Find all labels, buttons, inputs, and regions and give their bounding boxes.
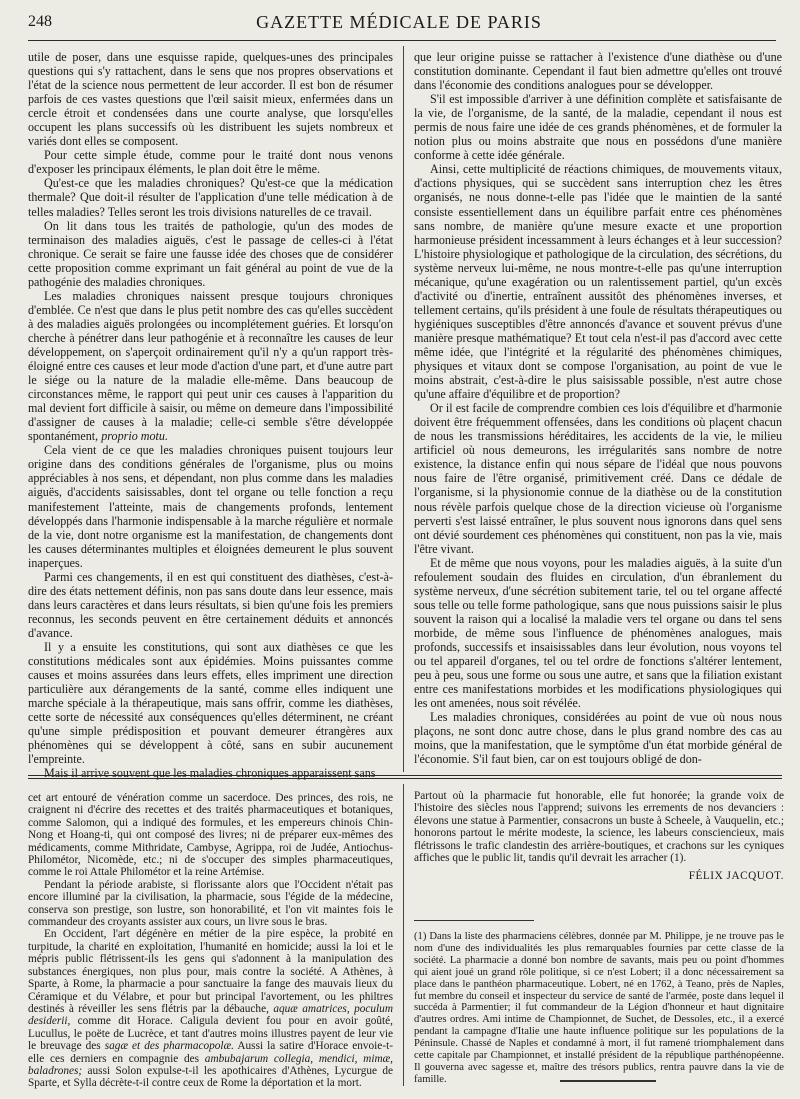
paragraph: Qu'est-ce que les maladies chroniques? Qu'est-ce que la médication thermale? Que doit-il résulter de l'application d'une telle médication à de telles maladies? Telles seront les trois divisions naturelles de ce travail. [28, 176, 393, 219]
column-divider [403, 784, 404, 1086]
journal-title: GAZETTE MÉDICALE DE PARIS [256, 11, 542, 32]
article-column-left [28, 50, 393, 781]
paragraph: que leur origine puisse se rattacher à l'existence d'une diathèse ou d'une constitution dominante. Cependant il faut bien admettre qu'elles ont trouvé dans l'économie des conditions analogues pour se développer. [414, 50, 782, 93]
paragraph: cet art entouré de vénération comme un sacerdoce. Des princes, des rois, ne craignent ni d'écrire des recettes et des traités pharmaceutiques et botaniques, comme Salomon, qui a indiqué des formules, et les empereurs chinois Chin-Nong et Hoang-ti, qui ont composé des livres; ni de préparer eux-mêmes des médicaments, comme Mithridate, Cambyse, Agrippa, roi de Judée, Antiochus-Philométor, Nicomède, etc.; ni de s'occuper des simples pharmaceutiques, comme le roi Attale Philométor et la reine Artémise. [28, 792, 393, 879]
paragraph [28, 928, 393, 1089]
paragraph: Et de même que nous voyons, pour les maladies aiguës, à la suite d'un refoulement soudain des fluides en circulation, d'un ébranlement du système nerveux, d'une sécrétion subitement tarie, tel ou tel organe affecté sous telle ou telle forme pathologique, sans que nous puissions saisir le plus souvent la raison qui a localisé la maladie vers tel organe ou dans tel sens morbide, de même sous l'influence de phénomènes analogues, mais profonds, successifs et insaisissables dans leur évolution, nous voyons tel ou tel appareil d'organes, tel ou tel ordre de fonctions s'altérer lentement, peu à peu, sous une forme ou sous une autre, et sans que la filiation existant entre ces manifestations morbides et les modifications physiologiques qui les ont amenées, nous soit révélée. [414, 555, 782, 711]
article-column-right [414, 50, 782, 770]
paragraph [28, 289, 393, 444]
paragraph: On lit dans tous les traités de pathologie, qu'un des modes de terminaison des maladies aiguës, c'est le passage de celles-ci à l'état chronique. Ce serait se faire une fausse idée des choses que de considérer cette proposition comme exprimant un fait général au point de vue de la pathogénie des maladies chroniques. [28, 218, 393, 289]
paragraph: Or il est facile de comprendre combien ces lois d'équilibre et d'harmonie doivent être fréquemment offensées, dans les conditions où plaçent chacun de nous les transmissions héréditaires, les accidents de la vie, le milieu artificiel où nous demeurons, les irrégularités sans nombre de notre existence, la distance enfin qui nous sépare de l'idéal que nous pouvons nous faire de l'être organisé, primitivement créé. Dans ce dédale de l'organisme, si la physionomie connue de la diathèse ou de la constitution nous révèle parfois quelque chose de la direction vicieuse où l'organisme perverti s'est laissé entraîner, le plus souvent nous ignorons dans quel sens ont dévié sourdement ces phénomènes qui constituent, non pas la vie, mais l'être vivant. [414, 401, 782, 556]
feuilleton-column-right [414, 790, 784, 920]
paragraph: Ainsi, cette multiplicité de réactions chimiques, de mouvements vitaux, d'actions physiques, qui se succèdent sans interruption chez les êtres organisés, ne nous donne-t-elle pas l'idée que le maintien de la santé consiste essentiellement dans un équilibre parfait entre ces phénomènes sans nombre, de manière qu'une mesure exacte et une proportion harmonieuse président incessamment à leurs échanges et à leur succession? L'histoire physiologique et pathologique de la circulation, des sécrétions, du système nerveux lui-même, ne nous montre-t-elle pas qu'une interruption mécanique, qu'une exagération ou un ralentissement partiel, qu'un excès d'activité ou d'inertie, entraînent aussitôt des phénomènes inverses, et tellement certains, qu'ils président à une foule de résultats thérapeutiques ou hygiéniques susceptibles d'être annoncés d'avance et souvent prévus d'une manière presque mathématique? Et tout cela n'est-il pas d'accord avec cette même idée, que l'intégrité et la régularité des phénomènes chimiques, physiques et vitaux dont se compose l'organisation, au point de vue le moins abstrait, c'est-à-dire le plus saisissable possible, n'est autre chose qu'une affaire d'équilibre et de proportion? [414, 162, 782, 402]
paragraph: Partout où la pharmacie fut honorable, elle fut honorée; la grande voix de l'histoire des siècles nous l'apprend; suivons les errements de nos devanciers : élevons une statue à Parmentier, consacrons un buste à Scheele, à Vauquelin, etc.; honorons partout le mérite modeste, la science, les labeurs consciencieux, mais flétrissons le trafic clandestin des arrière-boutiques, et crachons sur les cyniques affiches que le public lit, tandis qu'il devrait les arracher (1). [414, 790, 784, 865]
page-number: 248 [28, 13, 52, 30]
paragraph: Mais il arrive souvent que les maladies chroniques apparaissent sans [44, 766, 376, 781]
section-rule-thin [28, 778, 782, 779]
paragraph: Pendant la période arabiste, si florissante alors que l'Occident n'était pas encore illuminé par la civilisation, la pharmacie, sous l'égide de la médecine, conserva son prestige, son lustre, son honorabilité, et l'on vit maintes fois le commandeur des croyants assister aux cours, un livre sous le bras. [28, 878, 393, 929]
end-rule [560, 1080, 656, 1082]
latin-phrase: proprio motu. [101, 429, 168, 444]
paragraph: utile de poser, dans une esquisse rapide, quelques-unes des principales questions qui s'y rattachent, dans le sens que nos propres observations et l'état de la science nous permettent de leur accorder. Il est bon de résumer parfois de ces vastes questions que l'œil saisit mieux, enfermées dans un cercle étroit et condensées dans une courte analyse, que lorsqu'elles occupent les plans successifs où les distribuent les sujets nombreux et variés dont elles se composent. [28, 50, 393, 149]
paragraph-text: Aussi la satire d'Horace envoie-t-elle ces derniers en compagnie des [28, 1040, 393, 1065]
footnote-rule [414, 920, 534, 921]
footnote-text: (1) Dans la liste des pharmaciens célèbres, donnée par M. Philippe, je ne trouve pas le nom d'une des individualités les plus remarquables fournies par cette classe de la société. La pharmacie a donné bon nombre de savants, mais peu ou point d'hommes qui aient joué un grand rôle politique, si ce n'est Lobert; il a donc nécessairement sa place dans le panthéon pharmaceutique. Lobert, né en 1762, à Teano, près de Naples, fut membre du conseil et inspecteur du service de santé de l'armée, poste dans lequel il succéda à Parmentier; il fut commandeur de la Légion d'honneur et haut dignitaire d'autres ordres. Ami intime de Championnet, de Suchet, de Dessoles, etc., il a exercé pendant la campagne d'Italie une haute influence politique sur les populations de la Péninsule. Chassé de Naples et condamné à mort, il fut ramené triomphalement dans cette capitale par Championnet, et installé président de la république parthénopéenne. Il gouverna avec sagesse et, maître des trésors publics, rentra pauvre dans la vie de famille. [414, 931, 784, 1085]
latin-phrase: sagæ et des pharmacopolæ. [104, 1040, 234, 1053]
paragraph: Les maladies chroniques, considérées au point de vue où nous nous plaçons, ne sont donc autre chose, dans le plus grand nombre des cas au moins, que la manifestation, que le symptôme d'un état morbide général de l'économie. S'il faut bien, car on est toujours obligé de don- [414, 710, 782, 767]
paragraph: Pour cette simple étude, comme pour le traité dont nous venons d'exposer les principaux éléments, le plan doit être le même. [28, 148, 393, 177]
column-divider [403, 46, 404, 772]
footnote [414, 908, 784, 1085]
latin-phrase: aquæ amatrices, poculum desiderii, [28, 1002, 393, 1028]
paragraph: S'il est impossible d'arriver à une définition complète et satisfaisante de la vie, de l'organisme, de la santé, de la maladie, cependant il nous est permis de nous faire une idée de ces grands phénomènes, et de formuler la notion plus ou moins abstraite que nous en possédons d'une manière conforme à cette idée générale. [414, 92, 782, 163]
paragraph-text: aussi Solon expulse-t-il les apothicaires d'Athènes, Lycurgue de Sparte, et Sylla décrète-t-il contre ceux de Rome la déportation et la mort. [28, 1064, 393, 1090]
paragraph-text: comme dit Horace. Caligula devient fou pour en avoir goûté, [77, 1015, 393, 1028]
paragraph-text: Les maladies chroniques naissent presque toujours chroniques d'emblée. Ce n'est que dans le plus petit nombre des cas qu'elles succèdent à des maladies aiguës prolongées ou incomplétement guéries. Et lorsqu'on cherche à pénétrer dans leur pathogénie et à reconnaître les causes de leur développement, on s'aperçoit ordinairement qu'il n'y a qu'un rapport très-éloigné entre ces causes et leur mode d'action d'une part, et d'une autre part le siége ou la nature de la maladie elle-même. Dans beaucoup de circonstances même, le rapport qui peut unir ces causes à l'apparition du mal devient fort difficile à saisir, ou même on demeure dans l'impossibilité d'assigner de causes à la maladie; celle-ci semble s'être développée spontanément, [28, 288, 393, 444]
paragraph-text: En Occident, l'art dégénère en métier de la pire espèce, la probité en turpitude, la charité en exploitation, l'humanité en homicide; aussi la loi et le mépris public flétrissent-ils les gens qui s'adonnent à la manipulation des substances énergiques, non plus pour, mais contre la société. A Athènes, à Sparte, à Rome, la pharmacie a pour sanctuaire la fange des mauvais lieux du Céramique et du Vélabre, et pour but principal l'avortement, ou les philtres destinés à réveiller les sens flétris par la débauche, [28, 928, 393, 1015]
paragraph: Il y a ensuite les constitutions, qui sont aux diathèses ce que les constitutions médicales sont aux épidémies. Moins puissantes comme causes et moins assurées dans leurs effets, elles impriment une direction particulière aux dérangements de la santé, comme elles indiquent une marche spéciale à la thérapeutique, mais sans offrir, comme les diathèses, cette sorte de nécessité aux conséquences qu'elles déterminent, ne créant qu'une simple prédisposition et pouvant demeurer étrangères aux phénomènes qui se développent à côté, sans en subir aucunement l'empreinte. [28, 639, 393, 767]
section-rule [28, 775, 782, 776]
page-header [28, 4, 776, 41]
latin-phrase: ambubajarum collegia, mendici, mimæ, baladrones; [28, 1052, 393, 1077]
paragraph-text: Lucullus, le poëte de Lucrèce, et tant d'autres moins illustres payent de leur vie le breuvage des [28, 1027, 393, 1053]
author-signature: FÉLIX JACQUOT. [688, 870, 784, 883]
paragraph: Parmi ces changements, il en est qui constituent des diathèses, c'est-à-dire des états nettement définis, non pas sans doute dans leur essence, mais dans leurs caractères et dans leurs résultats, si bien qu'une fois les premiers reconnus, les seconds peuvent en être certainement déduits et annoncés d'avance. [28, 569, 393, 640]
feuilleton-column-left [28, 792, 393, 1090]
paragraph: Cela vient de ce que les maladies chroniques puisent toujours leur origine dans des conditions générales de l'organisme, plus ou moins appréciables à nos sens, et dépendant, non plus comme dans les maladies aiguës, d'accidents saisissables, dont tel organe ou telle fonction a reçu manifestement l'atteinte, mais de changements profonds, lentement développés dans l'harmonie indispensable à la marche régulière et normale de la vie, dont notre organisme est la manifestation, de changements dont les causes déterminantes multiples et éloignées demeurent le plus souvent inaperçues. [28, 443, 393, 570]
